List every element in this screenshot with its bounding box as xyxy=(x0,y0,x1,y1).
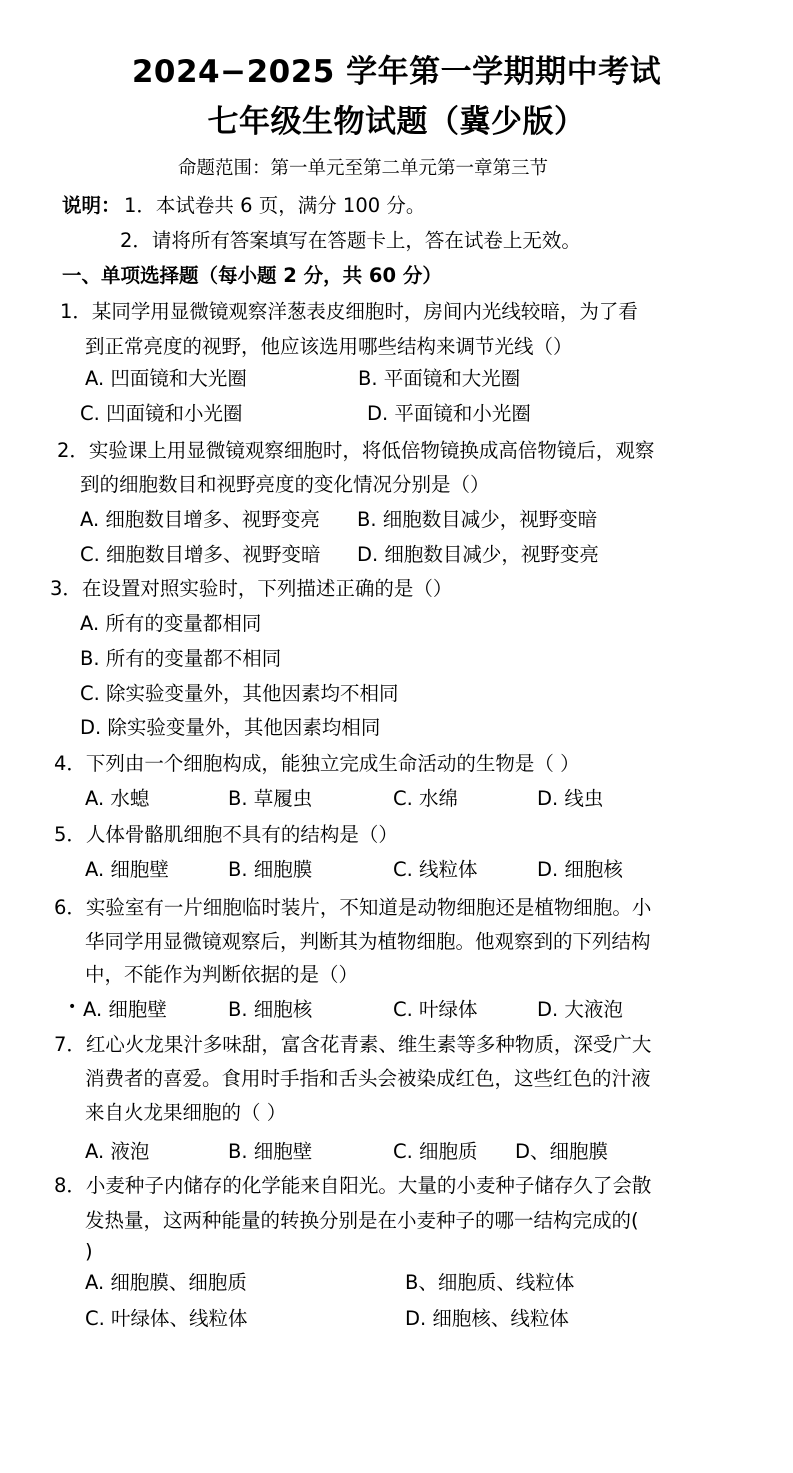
question-1-option-d: D. 平面镜和小光圈 xyxy=(367,402,531,425)
question-1-option-b: B. 平面镜和大光圈 xyxy=(358,367,521,390)
question-4-option-a: A. 水螅 xyxy=(85,787,150,810)
notes-label: 说明： xyxy=(62,194,121,217)
question-6-stem-line-1: 6．实验室有一片细胞临时装片，不知道是动物细胞还是植物细胞。小 xyxy=(54,896,652,919)
question-7-stem-line-2: 消费者的喜爱。食用时手指和舌头会被染成红色，这些红色的汁液 xyxy=(85,1067,651,1090)
question-8-stem-line-2: 发热量，这两种能量的转换分别是在小麦种子的哪一结构完成的( xyxy=(85,1209,639,1232)
question-5-option-a: A. 细胞壁 xyxy=(85,858,169,881)
question-8-stem-line-3: ) xyxy=(85,1240,93,1263)
question-3-option-b: B. 所有的变量都不相同 xyxy=(80,647,282,670)
question-5-option-d: D. 细胞核 xyxy=(537,858,623,881)
note-item-1: 1．本试卷共 6 页，满分 100 分。 xyxy=(124,194,426,217)
note-item-2: 2．请将所有答案填写在答题卡上，答在试卷上无效。 xyxy=(120,229,581,252)
question-5-option-c: C. 线粒体 xyxy=(393,858,478,881)
question-4-option-b: B. 草履虫 xyxy=(228,787,313,810)
exam-title: 2024−2025 学年第一学期期中考试 xyxy=(131,54,662,90)
question-7-option-c: C. 细胞质 xyxy=(393,1140,478,1163)
bullet-dot-icon: • xyxy=(68,999,77,1015)
question-2-option-c: C. 细胞数目增多、视野变暗 xyxy=(80,543,321,566)
question-6-stem-line-3: 中，不能作为判断依据的是（） xyxy=(85,963,359,986)
question-2-option-b: B. 细胞数目减少，视野变暗 xyxy=(357,508,598,531)
question-6-stem-line-2: 华同学用显微镜观察后，判断其为植物细胞。他观察到的下列结构 xyxy=(85,930,651,953)
question-3-stem: 3．在设置对照实验时，下列描述正确的是（） xyxy=(50,577,453,600)
question-7-stem-line-1: 7．红心火龙果汁多味甜，富含花青素、维生素等多种物质，深受广大 xyxy=(54,1033,652,1056)
question-6-option-d: D. 大液泡 xyxy=(537,998,623,1021)
question-6-option-b: B. 细胞核 xyxy=(228,998,313,1021)
question-2-option-a: A. 细胞数目增多、视野变亮 xyxy=(80,508,320,531)
question-7-option-b: B. 细胞壁 xyxy=(228,1140,313,1163)
question-8-option-c: C. 叶绿体、线粒体 xyxy=(85,1307,248,1330)
question-7-option-a: A. 液泡 xyxy=(85,1140,150,1163)
question-5-stem: 5．人体骨骼肌细胞不具有的结构是（） xyxy=(54,823,398,846)
question-2-option-d: D. 细胞数目减少，视野变亮 xyxy=(357,543,599,566)
exam-subtitle: 七年级生物试题（冀少版） xyxy=(207,104,586,140)
question-7-stem-line-3: 来自火龙果细胞的（ ） xyxy=(85,1101,287,1124)
question-1-option-a: A. 凹面镜和大光圈 xyxy=(85,367,247,390)
exam-scope: 命题范围：第一单元至第二单元第一章第三节 xyxy=(178,158,549,179)
question-1-option-c: C. 凹面镜和小光圈 xyxy=(80,402,243,425)
question-3-option-d: D. 除实验变量外，其他因素均相同 xyxy=(80,716,381,739)
question-7-option-d: D、细胞膜 xyxy=(515,1140,609,1163)
question-8-option-d: D. 细胞核、线粒体 xyxy=(405,1307,569,1330)
question-5-option-b: B. 细胞膜 xyxy=(228,858,313,881)
question-8-option-b: B、细胞质、线粒体 xyxy=(405,1271,575,1294)
question-1-stem-line-2: 到正常亮度的视野，他应该选用哪些结构来调节光线（） xyxy=(85,335,573,358)
question-8-stem-line-1: 8．小麦种子内储存的化学能来自阳光。大量的小麦种子储存久了会散 xyxy=(54,1174,652,1197)
question-4-option-d: D. 线虫 xyxy=(537,787,604,810)
question-3-option-c: C. 除实验变量外，其他因素均不相同 xyxy=(80,682,399,705)
question-8-option-a: A. 细胞膜、细胞质 xyxy=(85,1271,247,1294)
question-3-option-a: A. 所有的变量都相同 xyxy=(80,612,262,635)
question-6-option-c: C. 叶绿体 xyxy=(393,998,478,1021)
question-4-stem: 4．下列由一个细胞构成，能独立完成生命活动的生物是（ ） xyxy=(54,752,580,775)
question-2-stem-line-1: 2．实验课上用显微镜观察细胞时，将低倍物镜换成高倍物镜后，观察 xyxy=(57,439,655,462)
question-6-option-a: A. 细胞壁 xyxy=(83,998,167,1021)
section-heading: 一、单项选择题（每小题 2 分，共 60 分） xyxy=(62,264,442,287)
question-2-stem-line-2: 到的细胞数目和视野亮度的变化情况分别是（） xyxy=(80,473,490,496)
question-4-option-c: C. 水绵 xyxy=(393,787,459,810)
question-1-stem-line-1: 1．某同学用显微镜观察洋葱表皮细胞时，房间内光线较暗，为了看 xyxy=(60,300,638,323)
